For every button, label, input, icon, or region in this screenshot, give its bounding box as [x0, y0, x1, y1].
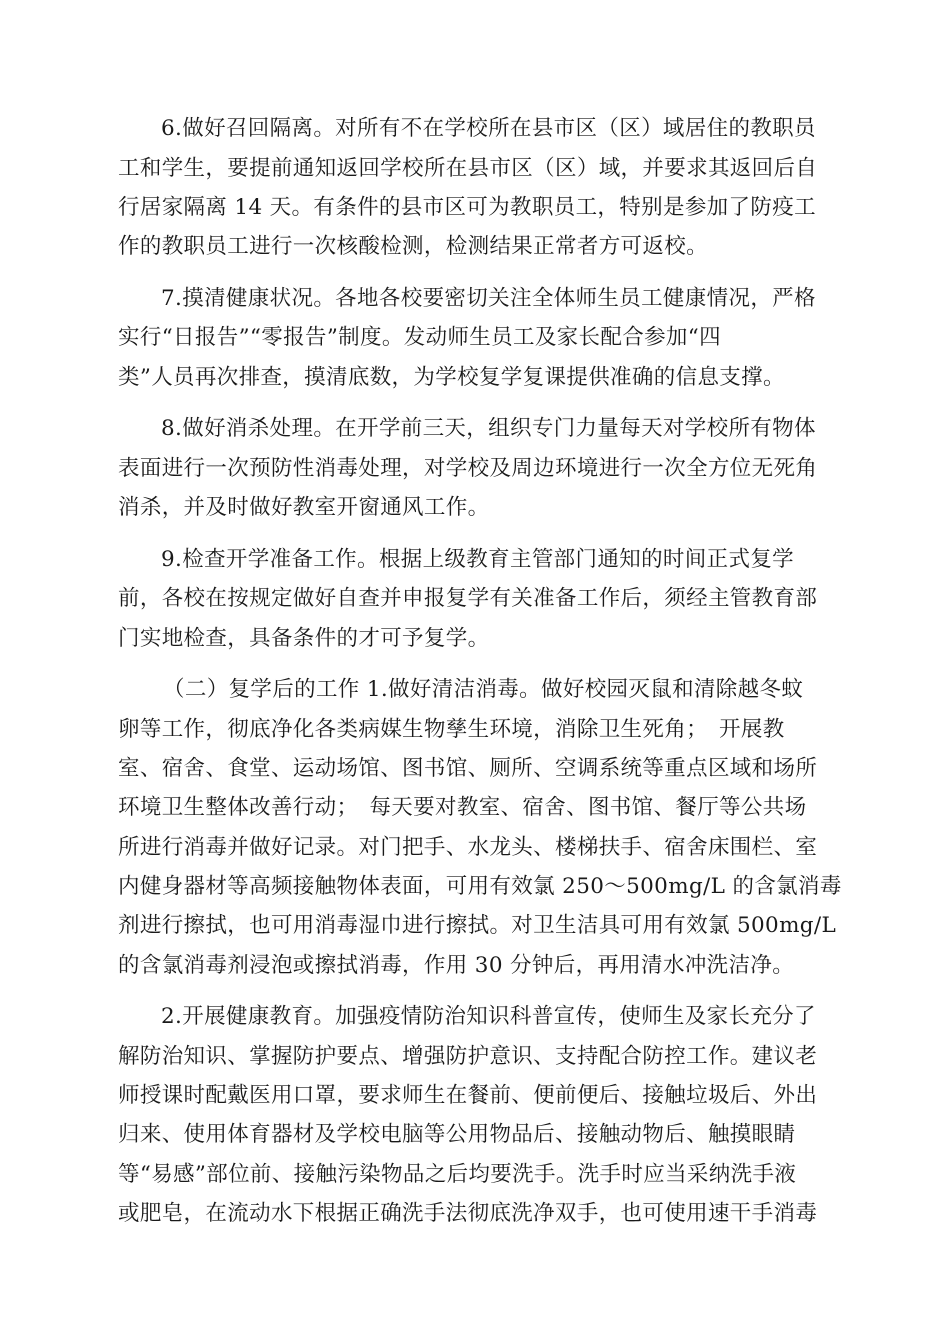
text-line: 表面进行一次预防性消毒处理，对学校及周边环境进行一次全方位无死角 — [118, 456, 818, 481]
text-line: 作的教职员工进行一次核酸检测，检测结果正常者方可返校。 — [118, 234, 708, 259]
text-line: 7.摸清健康状况。各地各校要密切关注全体师生员工健康情况，严格 — [161, 286, 816, 311]
text-line: 归来、使用体育器材及学校电脑等公用物品后、接触动物后、触摸眼睛 — [118, 1122, 796, 1147]
text-line: 所进行消毒并做好记录。对门把手、水龙头、楼梯扶手、宿舍床围栏、室 — [118, 835, 818, 860]
text-line: 工和学生，要提前通知返回学校所在县市区（区）域，并要求其返回后自 — [118, 156, 818, 181]
text-line: 卵等工作，彻底净化各类病媒生物孳生环境，消除卫生死角； 开展教 — [118, 717, 785, 742]
text-line: 内健身器材等高频接触物体表面，可用有效氯 250～500mg/L 的含氯消毒 — [118, 874, 842, 899]
text-line: 或肥皂，在流动水下根据正确洗手法彻底洗净双手，也可使用速干手消毒 — [118, 1201, 818, 1226]
text-line: 的含氯消毒剂浸泡或擦拭消毒，作用 30 分钟后，再用清水冲洗洁净。 — [118, 953, 795, 978]
text-line: 6.做好召回隔离。对所有不在学校所在县市区（区）域居住的教职员 — [161, 116, 816, 141]
text-line: 2.开展健康教育。加强疫情防治知识科普宣传，使师生及家长充分了 — [161, 1004, 816, 1029]
text-line: 前，各校在按规定做好自查并申报复学有关准备工作后，须经主管教育部 — [118, 586, 818, 611]
text-line: 实行“日报告”“零报告”制度。发动师生员工及家长配合参加“四 — [118, 325, 721, 350]
text-line: 8.做好消杀处理。在开学前三天，组织专门力量每天对学校所有物体 — [161, 416, 816, 441]
text-line: 门实地检查，具备条件的才可予复学。 — [118, 626, 490, 651]
text-line: 消杀，并及时做好教室开窗通风工作。 — [118, 495, 490, 520]
text-line: 师授课时配戴医用口罩，要求师生在餐前、便前便后、接触垃圾后、外出 — [118, 1083, 818, 1108]
text-line: 类”人员再次排查，摸清底数，为学校复学复课提供准确的信息支撑。 — [118, 365, 785, 390]
text-line: 9.检查开学准备工作。根据上级教育主管部门通知的时间正式复学 — [161, 547, 795, 572]
text-line: 剂进行擦拭，也可用消毒湿巾进行擦拭。对卫生洁具可用有效氯 500mg/L — [118, 913, 837, 938]
text-line: 行居家隔离 14 天。有条件的县市区可为教职员工，特别是参加了防疫工 — [118, 195, 816, 220]
text-line: 室、宿舍、食堂、运动场馆、图书馆、厕所、空调系统等重点区域和场所 — [118, 756, 818, 781]
text-line: 解防治知识、掌握防护要点、增强防护意识、支持配合防控工作。建议老 — [118, 1044, 818, 1069]
section-heading-line: （二）复学后的工作 1.做好清洁消毒。做好校园灭鼠和清除越冬蚊 — [163, 677, 804, 702]
text-line: 等“易感”部位前、接触污染物品之后均要洗手。洗手时应当采纳洗手液 — [118, 1162, 797, 1187]
text-line: 环境卫生整体改善行动； 每天要对教室、宿舍、图书馆、餐厅等公共场 — [118, 795, 807, 820]
